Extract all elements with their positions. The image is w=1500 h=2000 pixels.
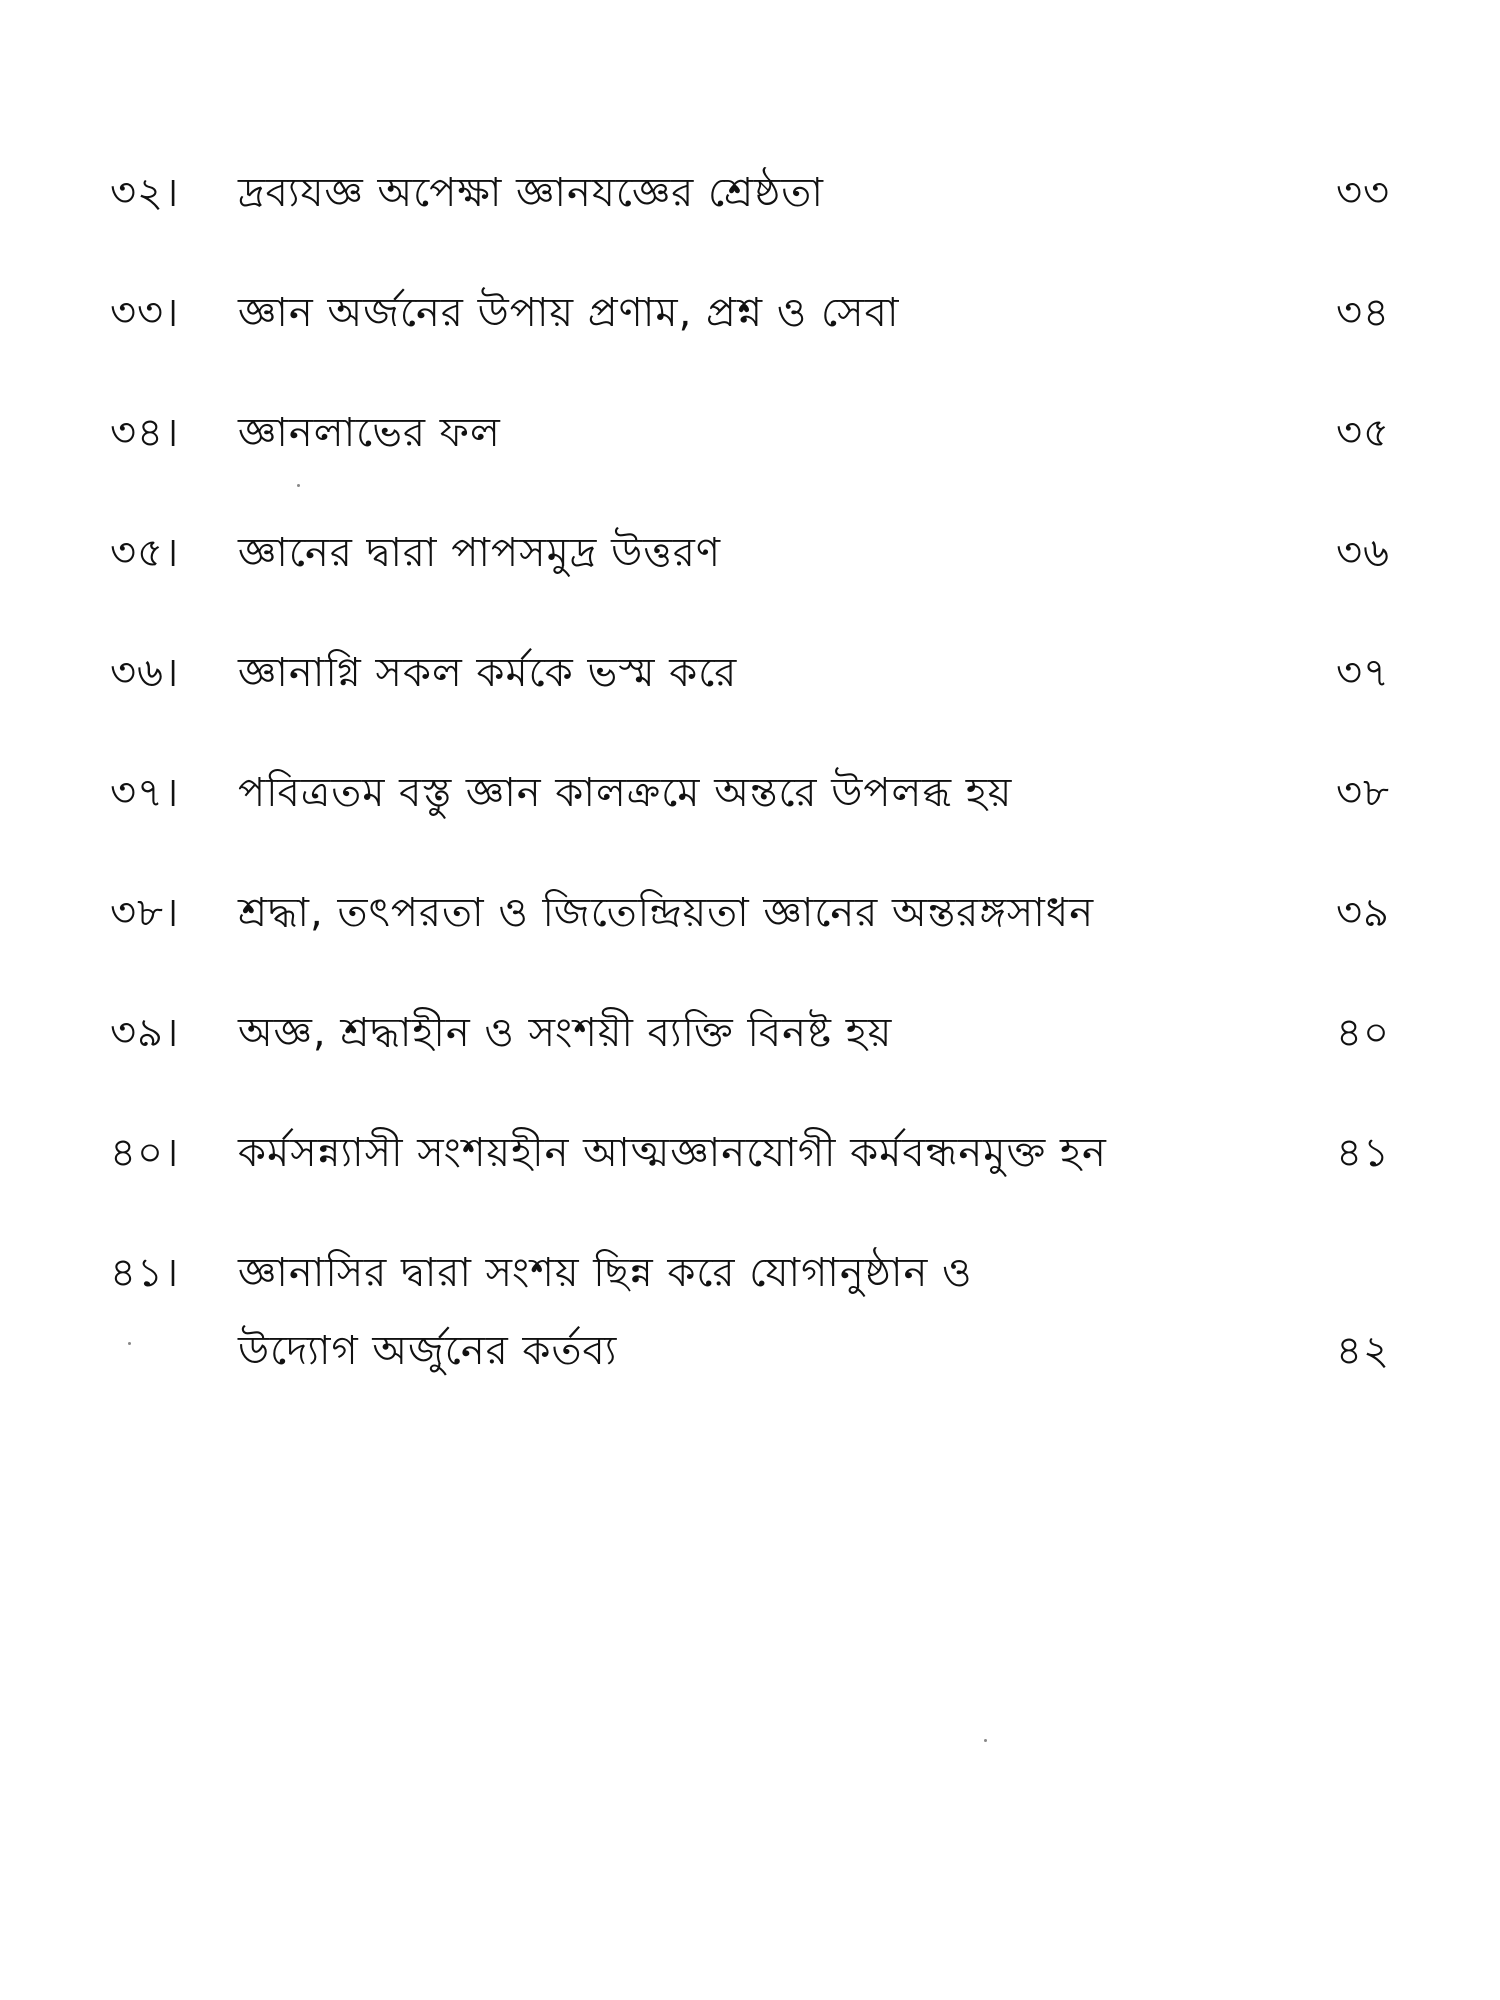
toc-entry-title-line: জ্ঞানলাভের ফল <box>238 410 501 456</box>
print-speck <box>128 1342 131 1345</box>
toc-entry-title <box>238 288 1290 338</box>
toc-entry-number: ৩৮। <box>110 890 180 936</box>
toc-entry <box>110 168 1390 218</box>
print-speck <box>984 1739 987 1742</box>
toc-entry <box>110 1128 1390 1178</box>
toc-entry-number: ৩৪। <box>110 410 180 456</box>
toc-entry-number: ৩৯। <box>110 1010 180 1056</box>
toc-entry-page-number: ৩৮ <box>1336 770 1390 816</box>
toc-entry <box>110 648 1390 698</box>
toc-entry-number: ৩৬। <box>110 650 180 696</box>
toc-entry-page-number: ৩৫ <box>1336 410 1390 456</box>
toc-entry-title-line: জ্ঞানাসির দ্বারা সংশয় ছিন্ন করে যোগানুষ্ঠান ও <box>238 1250 973 1296</box>
toc-entry-title <box>238 768 1290 818</box>
toc-entry-title <box>238 168 1290 218</box>
toc-entry-page-number: ৩৪ <box>1336 290 1390 336</box>
toc-entry-title-line: অজ্ঞ, শ্রদ্ধাহীন ও সংশয়ী ব্যক্তি বিনষ্ট হয় <box>238 1010 893 1056</box>
toc-entry-title-line: উদ্যোগ অর্জুনের কর্তব্য <box>238 1328 618 1374</box>
toc-entry-number: ৩৭। <box>110 770 180 816</box>
toc-entry-title <box>238 1128 1290 1178</box>
toc-entry-page-number: ৩৭ <box>1335 650 1390 696</box>
toc-entry-page-number: ৪০ <box>1336 1010 1390 1056</box>
toc-entry-title-line: পবিত্রতম বস্তু জ্ঞান কালক্রমে অন্তরে উপলব্ধ হয় <box>238 770 1013 816</box>
toc-entry-number: ৩৫। <box>110 530 180 576</box>
toc-entry-title <box>238 1248 1290 1376</box>
toc-entry <box>110 528 1390 578</box>
toc-entry-number: ৪১। <box>110 1250 180 1296</box>
print-speck <box>297 484 300 487</box>
toc-entry <box>110 408 1390 458</box>
toc-entry-title <box>238 528 1290 578</box>
toc-entry-title-line: শ্রদ্ধা, তৎপরতা ও জিতেন্দ্রিয়তা জ্ঞানের অন্তরঙ্গসাধন <box>238 890 1095 936</box>
toc-entry-title-line: কর্মসন্ন্যাসী সংশয়হীন আত্মজ্ঞানযোগী কর্মবন্ধনমুক্ত হন <box>238 1130 1107 1176</box>
toc-entry-title <box>238 648 1290 698</box>
toc-entry <box>110 1008 1390 1058</box>
toc-entry-title-line: জ্ঞানের দ্বারা পাপসমুদ্র উত্তরণ <box>238 530 722 576</box>
toc-entry-page-number: ৩৯ <box>1336 890 1390 936</box>
toc-entry-title <box>238 888 1290 938</box>
toc-entry-number: ৩২। <box>110 170 180 216</box>
toc-entry-title-line: জ্ঞানাগ্নি সকল কর্মকে ভস্ম করে <box>238 650 738 696</box>
toc-entry <box>110 1248 1390 1376</box>
toc-entry-title-line: দ্রব্যযজ্ঞ অপেক্ষা জ্ঞানযজ্ঞের শ্রেষ্ঠতা <box>238 170 824 216</box>
toc-entry-title-line: জ্ঞান অর্জনের উপায় প্রণাম, প্রশ্ন ও সেবা <box>238 290 900 336</box>
toc-entry <box>110 888 1390 938</box>
toc-entry-page-number: ৪২ <box>1336 1328 1390 1374</box>
toc-entry-page-number: ৪১ <box>1336 1130 1390 1176</box>
toc-entry-page-number: ৩৩ <box>1335 170 1390 216</box>
toc-entry <box>110 768 1390 818</box>
toc-entry-number: ৩৩। <box>110 290 180 336</box>
toc-entry-title <box>238 1008 1290 1058</box>
toc-entry <box>110 288 1390 338</box>
toc-entry-number: ৪০। <box>110 1130 180 1176</box>
table-of-contents <box>110 168 1390 1446</box>
toc-entry-title <box>238 408 1290 458</box>
toc-entry-page-number: ৩৬ <box>1335 530 1390 576</box>
